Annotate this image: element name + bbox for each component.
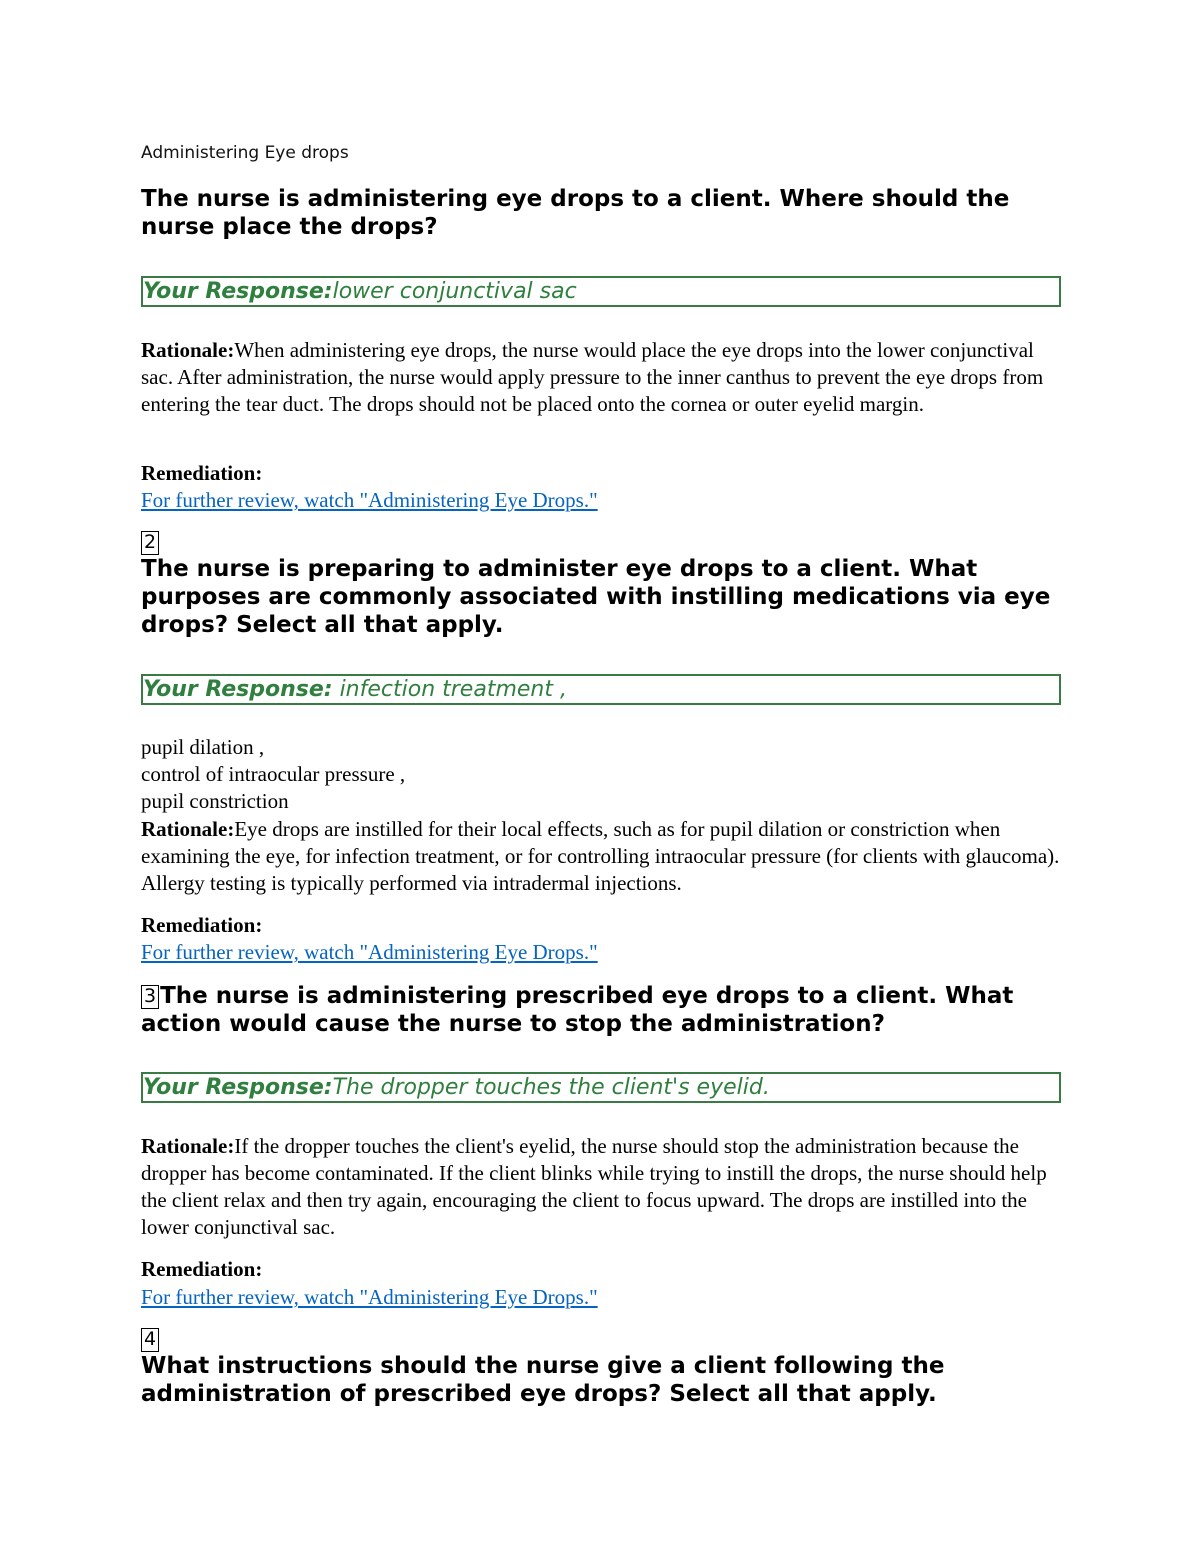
question-1-text: The nurse is administering eye drops to a client. Where should the nurse place the drops? xyxy=(141,186,1010,240)
question-2-remediation-label: Remediation: xyxy=(141,913,263,937)
question-1-remediation-link[interactable]: For further review, watch "Administering Eye Drops." xyxy=(141,488,598,512)
question-4-text: What instructions should the nurse give a client following the administration of prescribed eye drops? Select all that apply. xyxy=(141,1353,945,1407)
response-value: lower conjunctival sac xyxy=(332,279,577,304)
rationale-text: Eye drops are instilled for their local effects, such as for pupil dilation or constriction when examining the eye, for infection treatment, or for controlling intraocular pressure (for clients with glaucoma). Allergy testing is typically performed via intradermal injections. xyxy=(141,817,1060,895)
response-label: Your Response: xyxy=(143,677,333,702)
rationale-label: Rationale: xyxy=(141,338,235,362)
question-1-rationale xyxy=(141,337,1061,418)
question-2-remediation-link[interactable]: For further review, watch "Administering Eye Drops." xyxy=(141,940,598,964)
rationale-label: Rationale: xyxy=(141,817,235,841)
question-2-rationale xyxy=(141,816,1061,897)
question-3-remediation-link[interactable]: For further review, watch "Administering Eye Drops." xyxy=(141,1285,598,1309)
question-2-text: The nurse is preparing to administer eye drops to a client. What purposes are commonly associated with instilling medications via eye drops? Select all that apply. xyxy=(141,556,1051,638)
document-title: Administering Eye drops xyxy=(141,143,349,163)
question-3-number: 3 xyxy=(141,985,159,1009)
question-2-answer-3: pupil constriction xyxy=(141,789,289,813)
response-label: Your Response: xyxy=(143,279,333,304)
question-2-answer-1: pupil dilation , xyxy=(141,735,265,759)
rationale-label: Rationale: xyxy=(141,1134,235,1158)
question-3-text: 3 The nurse is administering prescribed eye drops to a client. What action would cause the nurse to stop the administration? xyxy=(141,983,1014,1037)
rationale-text: When administering eye drops, the nurse would place the eye drops into the lower conjunctival sac. After administration, the nurse would apply pressure to the inner canthus to prevent the eye drops from entering the tear duct. The drops should not be placed onto the cornea or outer eyelid margin. xyxy=(141,338,1044,416)
response-label: Your Response: xyxy=(143,1075,333,1100)
question-2-number: 2 xyxy=(141,531,160,555)
question-1-response-box xyxy=(141,276,1061,307)
question-3-remediation-label: Remediation: xyxy=(141,1257,263,1281)
question-1-remediation-label: Remediation: xyxy=(141,461,263,485)
response-value: The dropper touches the client's eyelid. xyxy=(332,1075,770,1100)
question-3-rationale xyxy=(141,1133,1061,1241)
rationale-text: If the dropper touches the client's eyelid, the nurse should stop the administration because the dropper has become contaminated. If the client blinks while trying to instill the drops, the nurse should help the client relax and then try again, encouraging the client to focus upward. The drops are instilled into the lower conjunctival sac. xyxy=(141,1134,1047,1239)
question-4-number: 4 xyxy=(141,1328,160,1352)
question-2-answer-2: control of intraocular pressure , xyxy=(141,762,406,786)
response-value: infection treatment , xyxy=(332,677,567,702)
question-2-response-box xyxy=(141,674,1061,705)
question-3-response-box xyxy=(141,1072,1061,1103)
